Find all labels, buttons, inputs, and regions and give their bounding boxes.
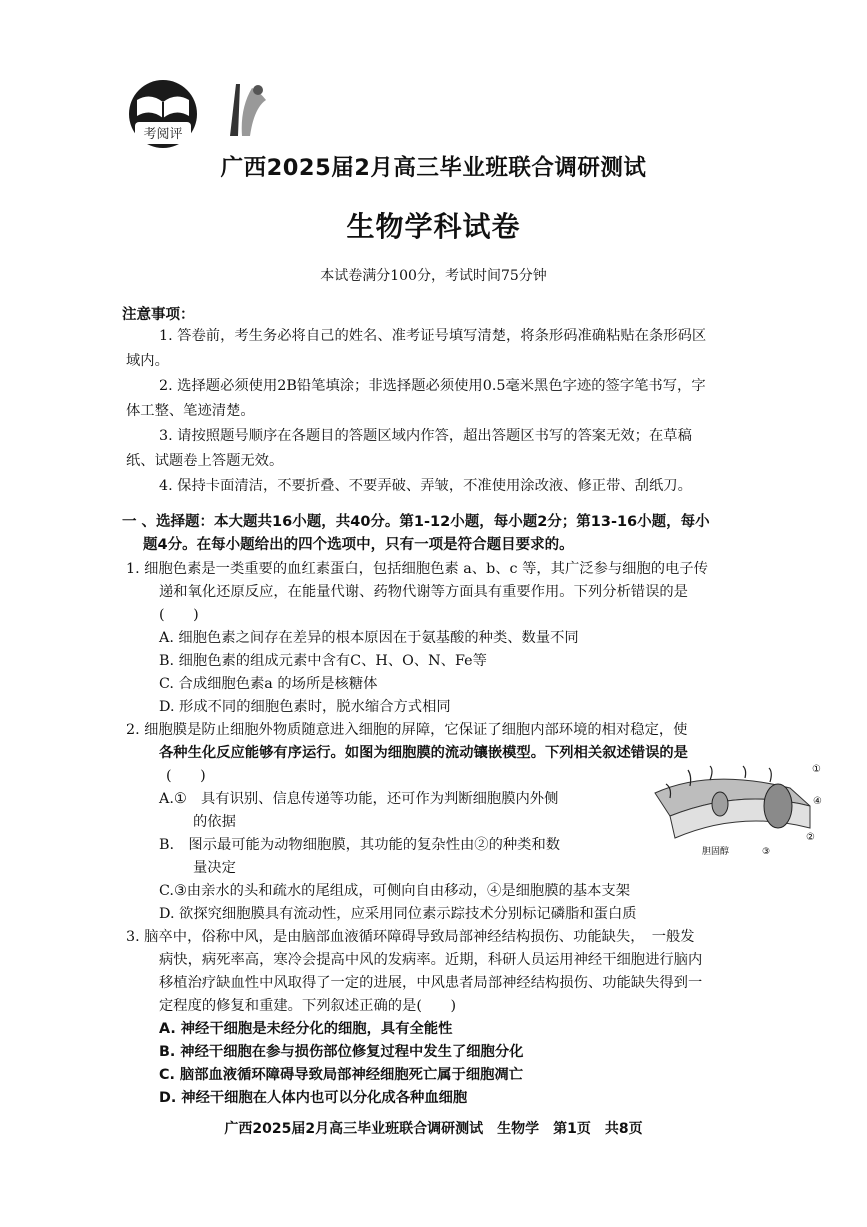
question-3-option-b: B. 神经干细胞在参与损伤部位修复过程中发生了细胞分化 [159,1044,524,1060]
question-1-stem: 1. 细胞色素是一类重要的血红素蛋白，包括细胞色素 a、b、c 等，其广泛参与细胞的电子传 [126,561,708,577]
question-2-option-a: 的依据 [193,814,236,830]
note-line: 域内。 [126,353,169,369]
question-3-stem: 病快，病死率高，寒冷会提高中风的发病率。近期，科研人员运用神经干细胞进行脑内 [159,952,703,968]
question-2-stem: 2. 细胞膜是防止细胞外物质随意进入细胞的屏障，它保证了细胞内部环境的相对稳定，使 [126,722,688,738]
note-line: 4. 保持卡面清洁，不要折叠、不要弄破、弄皱，不准使用涂改液、修正带、刮纸刀。 [159,478,692,494]
figure-label-1: ① [812,764,821,775]
figure-label-3: ③ [762,847,771,857]
question-1-option-c: C. 合成细胞色素a 的场所是核糖体 [159,676,378,692]
section-heading: 一 、选择题：本大题共16小题，共40分。第1-12小题，每小题2分；第13-16小题，每小 [122,514,710,530]
page-footer: 广西2025届2月高三毕业班联合调研测试 生物学 第1页 共8页 [224,1121,643,1137]
figure-label-4: ④ [813,796,822,807]
question-2-stem: ( ) [166,768,206,784]
logo-text: 考阅评 [143,127,183,142]
note-line: 纸、试题卷上答题无效。 [126,453,284,469]
question-3-stem: 移植治疗缺血性中风取得了一定的进展，中风患者局部神经结构损伤、功能缺失得到一 [159,975,703,991]
question-2-option-a: A.① 具有识别、信息传递等功能，还可作为判断细胞膜内外侧 [159,791,559,807]
question-2-stem: 各种生化反应能够有序运行。如图为细胞膜的流动镶嵌模型。下列相关叙述错误的是 [159,745,688,761]
question-1-option-d: D. 形成不同的细胞色素时，脱水缩合方式相同 [159,699,451,715]
question-3-stem: 3. 脑卒中，俗称中风，是由脑部血液循环障碍导致局部神经结构损伤、功能缺失， 一般发 [126,929,695,945]
notes-heading: 注意事项： [122,307,195,323]
figure-label-cholesterol: 胆固醇 [702,847,730,857]
exam-info: 本试卷满分100分，考试时间75分钟 [320,268,547,284]
publisher-logo [125,78,205,150]
figure-label-2: ② [806,832,815,843]
question-1-stem: ( ) [159,607,199,623]
question-3-option-a: A. 神经干细胞是未经分化的细胞，具有全能性 [159,1021,453,1037]
note-line: 1. 答卷前，考生务必将自己的姓名、准考证号填写清楚，将条形码准确粘贴在条形码区 [159,328,707,344]
question-1-stem: 递和氧化还原反应，在能量代谢、药物代谢等方面具有重要作用。下列分析错误的是 [159,584,688,600]
exam-title: 广西2025届2月高三毕业班联合调研测试 [220,155,647,181]
question-2-option-d: D. 欲探究细胞膜具有流动性，应采用同位素示踪技术分别标记磷脂和蛋白质 [159,906,637,922]
note-line: 3. 请按照题号顺序在各题目的答题区域内作答，超出答题区书写的答案无效；在草稿 [159,428,692,444]
question-1-option-b: B. 细胞色素的组成元素中含有C、H、O、N、Fe等 [159,653,487,669]
question-2-option-b: B. 图示最可能为动物细胞膜，其功能的复杂性由②的种类和数 [159,837,561,853]
note-line: 2. 选择题必须使用2B铅笔填涂；非选择题必须使用0.5毫米黑色字迹的签字笔书写，字 [159,378,706,394]
cell-membrane-figure [650,758,826,858]
question-3-stem: 定程度的修复和重建。下列叙述正确的是( ) [159,998,457,1014]
note-line: 体工整、笔迹清楚。 [126,403,255,419]
question-2-option-b: 量决定 [193,860,236,876]
question-3-option-c: C. 脑部血液循环障碍导致局部神经细胞死亡属于细胞凋亡 [159,1067,524,1083]
question-3-option-d: D. 神经干细胞在人体内也可以分化成各种血细胞 [159,1090,468,1106]
subject-title: 生物学科试卷 [346,210,521,243]
question-1-option-a: A. 细胞色素之间存在差异的根本原因在于氨基酸的种类、数量不同 [159,630,579,646]
section-heading: 题4分。在每小题给出的四个选项中，只有一项是符合题目要求的。 [143,537,574,553]
publisher-mark-icon [210,78,272,140]
question-2-option-c: C.③由亲水的头和疏水的尾组成，可侧向自由移动，④是细胞膜的基本支架 [159,883,630,899]
